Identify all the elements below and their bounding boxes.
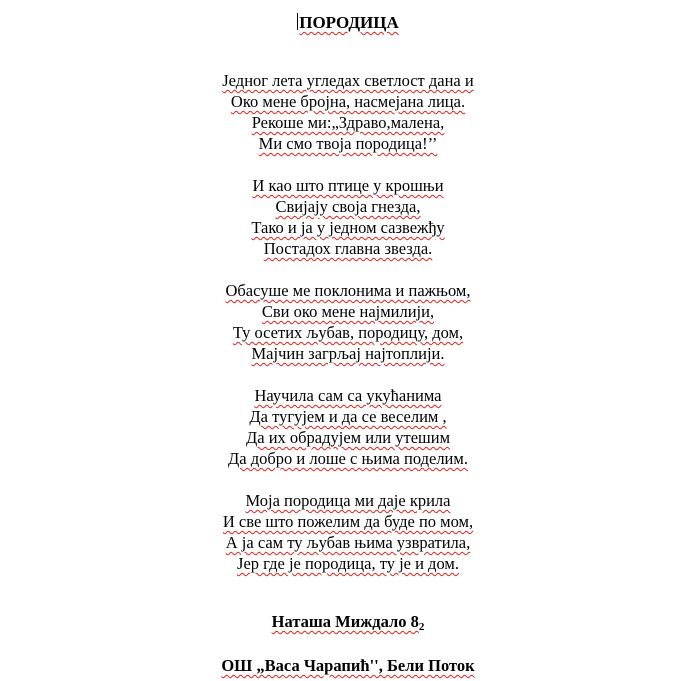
poem-line: Сви око мене најмилији, [261,302,435,321]
poem-line: Постадох главна звезда. [263,239,433,258]
poem-line: Тако и ја у једном сазвежђу [251,218,445,237]
author-class-subscript: 2 [418,621,425,633]
poem-line: Моја породица ми даје крила [245,491,451,510]
poem-line: И као што птице у крошњи [252,176,444,195]
stanza-4 [0,385,696,469]
stanza-1 [0,70,696,154]
poem-line: Да тугујем и да се веселим , [249,407,447,426]
stanza-5 [0,490,696,574]
poem-line: Једног лета угледах светлост дана и [222,71,474,90]
poem-line: Обасуше ме поклонима и пажњом, [225,281,471,300]
poem-body [0,70,696,595]
author-name: Наташа Миждало 8 [271,612,419,631]
poem-line: Око мене бројна, насмејана лица. [230,92,466,111]
school-name: ОШ „Васа Чарапић'', Бели Поток [221,656,475,675]
author-line [0,611,696,638]
poem-line: Да добро и лоше с њима поделим. [228,449,468,468]
school-line [0,655,696,676]
stanza-2 [0,175,696,259]
poem-line: Рекоше ми:„Здраво,малена, [251,113,445,132]
poem-title [0,12,696,34]
stanza-3 [0,280,696,364]
poem-line: Свијају своја гнезда, [275,197,421,216]
poem-line: Ту осетих љубав, породицу, дом, [232,323,464,342]
poem-title-text: ПОРОДИЦА [299,13,399,32]
poem-line: Да их обрадујем или утешим [245,428,451,447]
poem-line: Ми смо твоја породица!’’ [258,134,438,153]
poem-line: И све што пожелим да буде по мом, [222,512,474,531]
poem-line: Научила сам са укућанима [254,386,442,405]
poem-line: А ја сам ту љубав њима узвратила, [225,533,471,552]
poem-line: Мајчин загрљај најтоплији. [251,344,445,363]
poem-line: Јер где је породица, ту је и дом. [237,554,459,573]
